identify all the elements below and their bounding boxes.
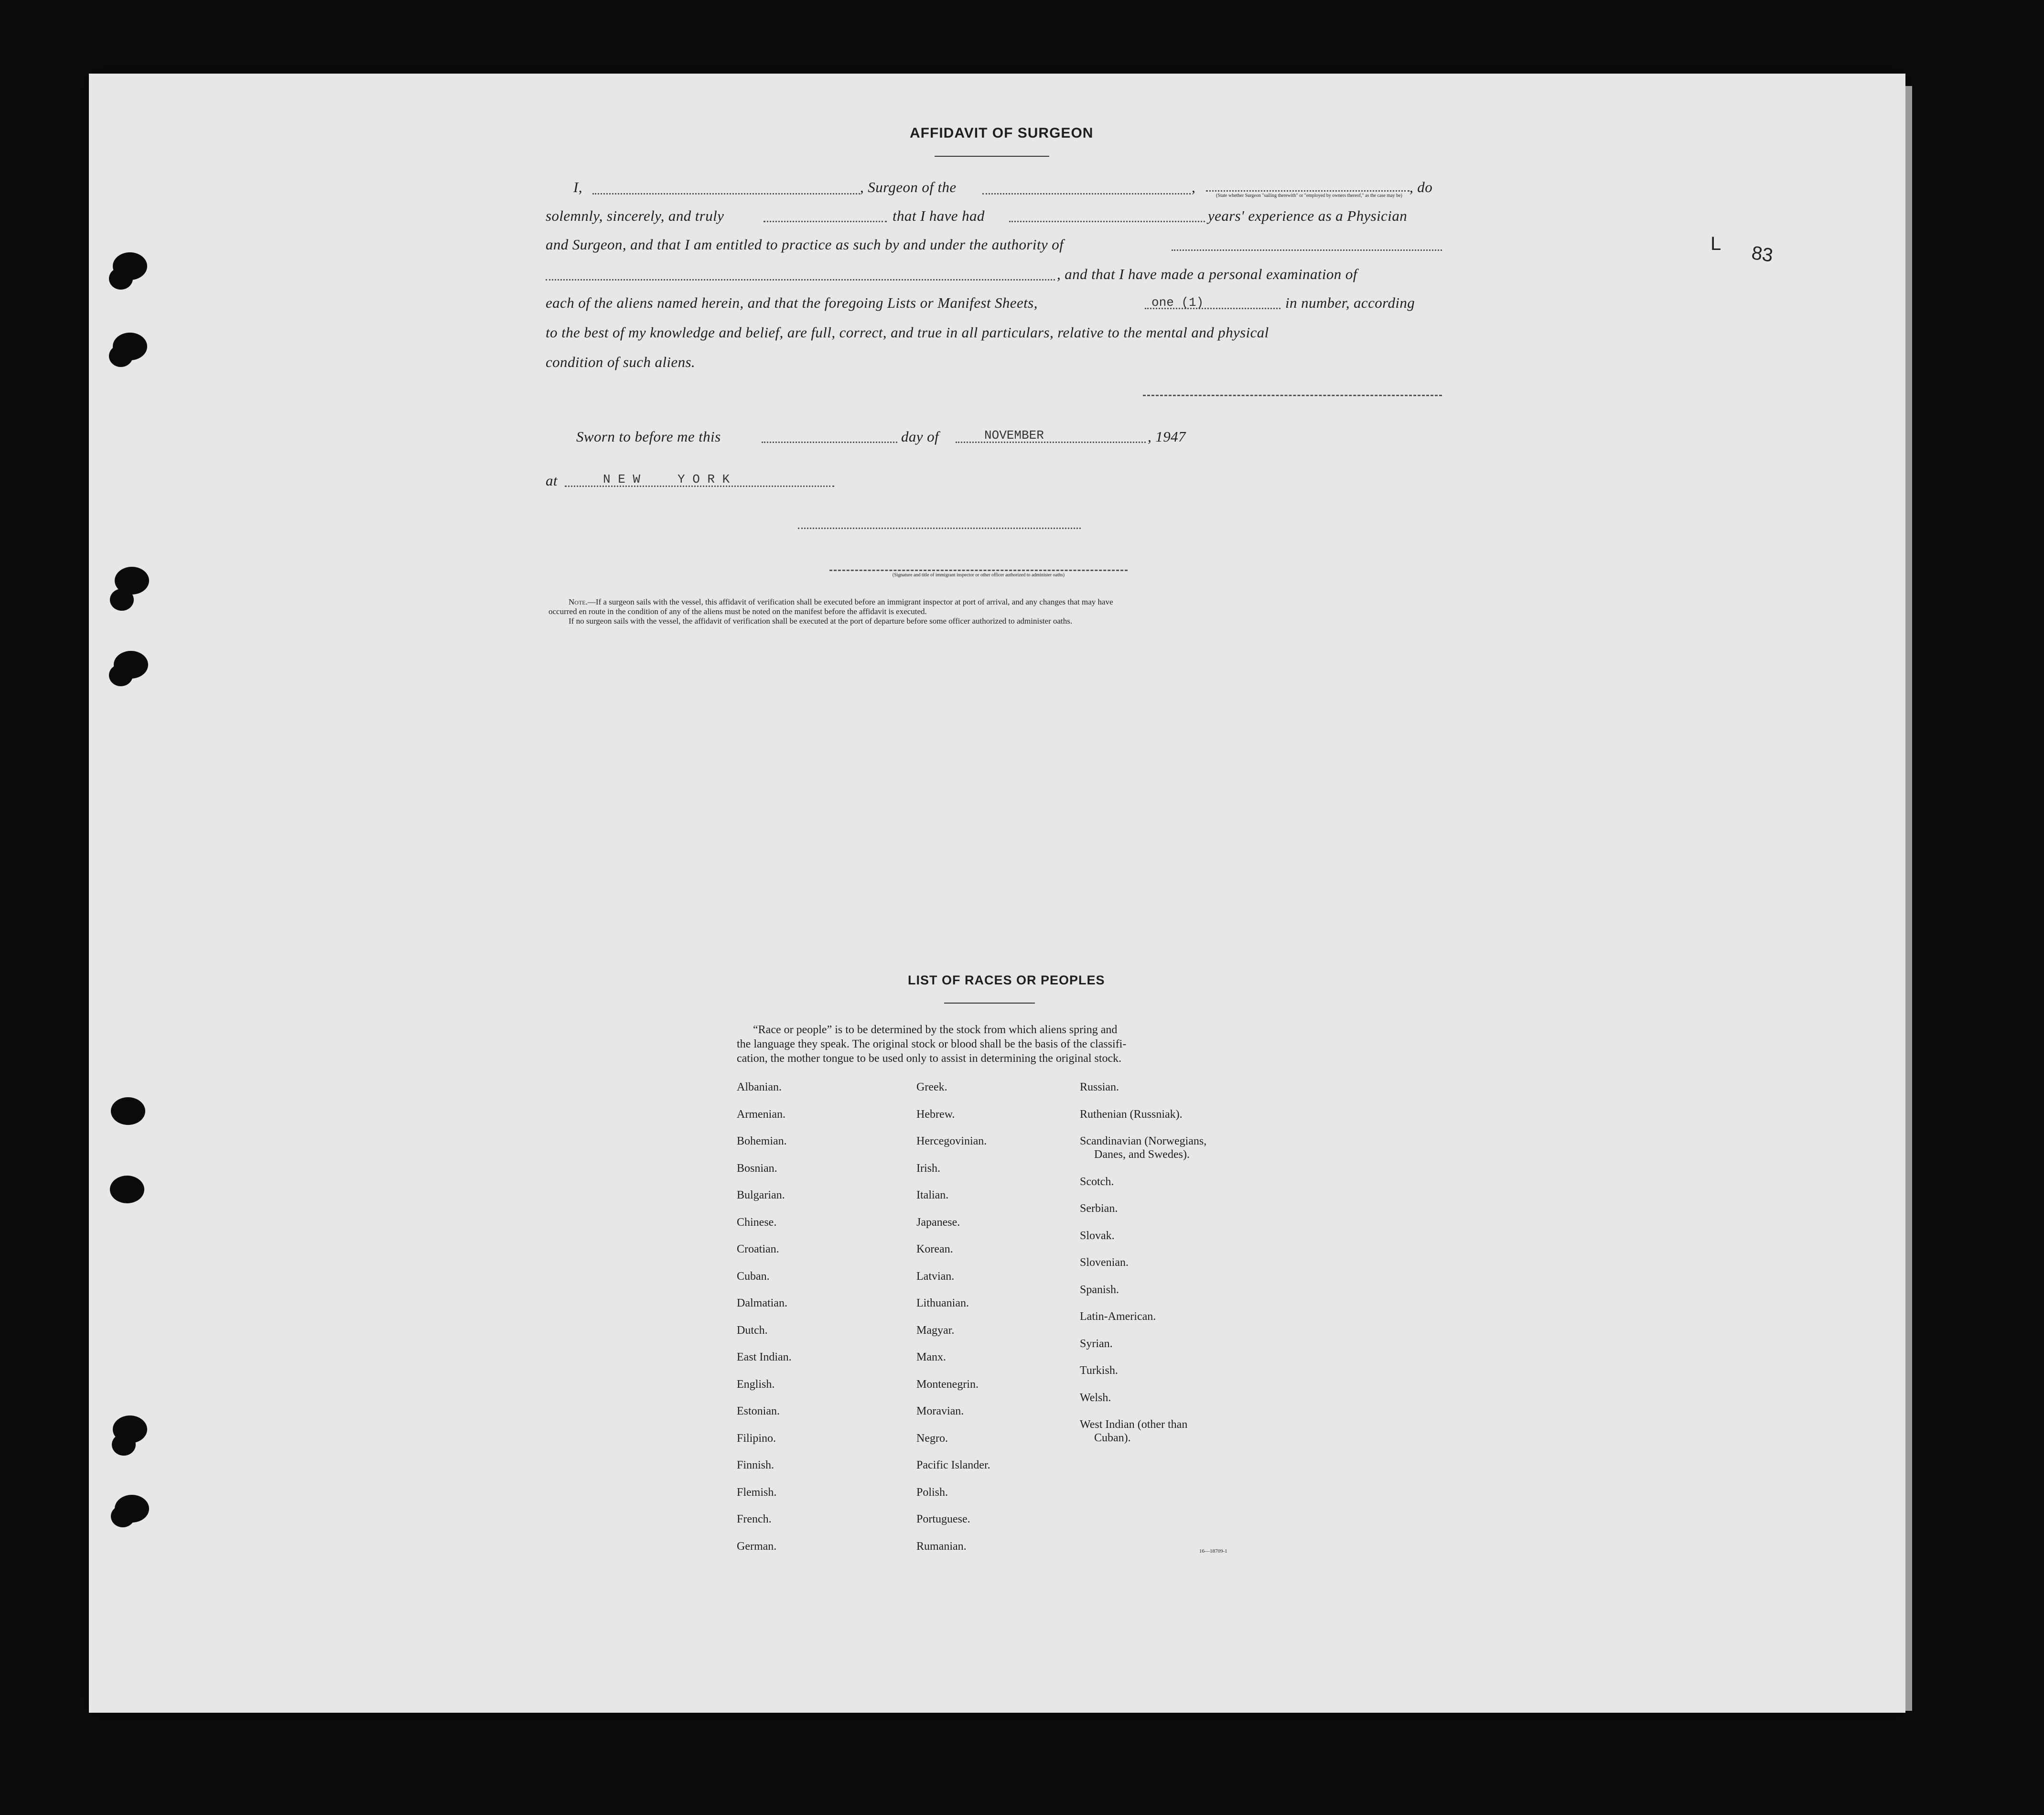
text-i: I, bbox=[573, 179, 582, 195]
race-entry: Latin-American. bbox=[1080, 1310, 1156, 1323]
page-edge bbox=[1905, 86, 1912, 1711]
race-entry: Montenegrin. bbox=[916, 1378, 979, 1391]
race-entry: Cuban. bbox=[737, 1270, 770, 1283]
years-experience-field[interactable] bbox=[1009, 221, 1205, 222]
race-entry: German. bbox=[737, 1540, 777, 1553]
race-entry: East Indian. bbox=[737, 1351, 792, 1363]
race-entry: Finnish. bbox=[737, 1459, 775, 1471]
race-entry: Negro. bbox=[916, 1432, 948, 1445]
race-entry: Ruthenian (Russniak). bbox=[1080, 1108, 1183, 1121]
sworn-month-value: NOVEMBER bbox=[984, 428, 1044, 443]
race-entry: Japanese. bbox=[916, 1216, 960, 1229]
note-line-2: occurred en route in the condition of any of the aliens must be noted on the manifest before the affidavit is executed. bbox=[549, 607, 927, 616]
race-entry: Welsh. bbox=[1080, 1391, 1111, 1404]
race-entry-continued: Cuban). bbox=[1094, 1432, 1131, 1444]
race-entry: Dalmatian. bbox=[737, 1297, 787, 1309]
race-entry: Lithuanian. bbox=[916, 1297, 969, 1309]
race-entry: Serbian. bbox=[1080, 1202, 1118, 1215]
text-do: , do bbox=[1409, 179, 1433, 195]
races-intro-line-2: the language they speak. The original stock or blood shall be the basis of the classifi- bbox=[737, 1038, 1127, 1050]
sheets-count-value: one (1) bbox=[1151, 295, 1204, 310]
authority-field[interactable] bbox=[1172, 249, 1442, 251]
race-entry: Scotch. bbox=[1080, 1175, 1114, 1188]
text-day-of: day of bbox=[901, 428, 939, 445]
races-title: LIST OF RACES OR PEOPLES bbox=[908, 973, 1105, 987]
punch-hole bbox=[109, 345, 133, 367]
text-each-of-aliens: each of the aliens named herein, and that the foregoing Lists or Manifest Sheets, bbox=[546, 294, 1038, 311]
race-entry: Turkish. bbox=[1080, 1364, 1118, 1377]
race-entry: Moravian. bbox=[916, 1405, 964, 1417]
surgeon-status-note: (State whether Surgeon "sailing therewith" or "employed by owners thereof," as the case may be) bbox=[1216, 193, 1402, 198]
race-entry: Bohemian. bbox=[737, 1135, 787, 1147]
officer-title-line[interactable] bbox=[829, 570, 1128, 571]
race-entry: Filipino. bbox=[737, 1432, 776, 1445]
note-line-1 bbox=[569, 597, 1113, 606]
page-number-stamp: 83 bbox=[1750, 242, 1775, 266]
surgeon-status-field[interactable] bbox=[1206, 190, 1409, 192]
race-entry: Bosnian. bbox=[737, 1162, 777, 1175]
note-label: Note. bbox=[569, 597, 588, 606]
punch-hole bbox=[112, 1434, 136, 1456]
document-page bbox=[89, 74, 1905, 1713]
authority-field-continued[interactable] bbox=[546, 279, 1055, 281]
place-value-part2: Y O R K bbox=[678, 472, 730, 486]
race-entry: Slovenian. bbox=[1080, 1256, 1129, 1269]
vessel-field[interactable] bbox=[982, 193, 1191, 194]
race-entry: Syrian. bbox=[1080, 1337, 1113, 1350]
punch-hole bbox=[111, 1505, 135, 1527]
surgeon-name-field[interactable] bbox=[592, 193, 860, 194]
sworn-year: , 1947 bbox=[1148, 428, 1186, 445]
race-entry: Magyar. bbox=[916, 1324, 955, 1337]
title-underline bbox=[935, 156, 1049, 157]
race-entry: Slovak. bbox=[1080, 1229, 1115, 1242]
race-entry: Estonian. bbox=[737, 1405, 780, 1417]
punch-hole bbox=[111, 1097, 145, 1125]
punch-hole bbox=[110, 1176, 144, 1203]
text-years-experience: years' experience as a Physician bbox=[1208, 207, 1408, 224]
race-entry: Spanish. bbox=[1080, 1283, 1119, 1296]
races-intro-line-3: cation, the mother tongue to be used only to assist in determining the original stock. bbox=[737, 1052, 1122, 1065]
text-solemnly: solemnly, sincerely, and truly bbox=[546, 207, 724, 224]
race-entry: Korean. bbox=[916, 1243, 953, 1255]
officer-signature-line[interactable] bbox=[798, 528, 1081, 529]
place-value-part1: N E W bbox=[603, 472, 641, 486]
race-entry: Hebrew. bbox=[916, 1108, 955, 1121]
form-number: 16—18709-1 bbox=[1199, 1548, 1227, 1554]
note-line-3: If no surgeon sails with the vessel, the affidavit of verification shall be executed at the port of departure before some officer authorized to administer oaths. bbox=[569, 616, 1073, 626]
text-personal-examination: , and that I have made a personal examination of bbox=[1057, 266, 1357, 282]
punch-hole bbox=[110, 589, 134, 611]
race-entry: Polish. bbox=[916, 1486, 948, 1499]
race-entry: Rumanian. bbox=[916, 1540, 967, 1553]
race-entry: Armenian. bbox=[737, 1108, 785, 1121]
punch-hole bbox=[109, 268, 133, 290]
text-best-of-knowledge: to the best of my knowledge and belief, are full, correct, and true in all particulars, relative to the mental and physical bbox=[546, 324, 1269, 341]
race-entry: Flemish. bbox=[737, 1486, 777, 1499]
corner-letter-mark: L bbox=[1711, 233, 1721, 254]
surgeon-signature-line[interactable] bbox=[1143, 395, 1442, 396]
text-that-i-have-had: that I have had bbox=[893, 207, 985, 224]
text-and-surgeon: and Surgeon, and that I am entitled to practice as such by and under the authority of bbox=[546, 236, 1064, 253]
race-entry: Italian. bbox=[916, 1189, 949, 1201]
race-entry: Latvian. bbox=[916, 1270, 955, 1283]
note-line-1-text: —If a surgeon sails with the vessel, this affidavit of verification shall be executed before an immigrant inspector at port of arrival, and any changes that may have bbox=[587, 597, 1113, 606]
races-title-underline bbox=[944, 1003, 1035, 1004]
text-in-number: in number, according bbox=[1285, 294, 1415, 311]
race-entry: Albanian. bbox=[737, 1081, 782, 1093]
text-comma: , bbox=[1192, 179, 1196, 195]
race-entry: Hercegovinian. bbox=[916, 1135, 987, 1147]
race-entry: Irish. bbox=[916, 1162, 940, 1175]
race-entry: West Indian (other than bbox=[1080, 1418, 1188, 1431]
race-entry-continued: Danes, and Swedes). bbox=[1094, 1148, 1190, 1161]
race-entry: Manx. bbox=[916, 1351, 946, 1363]
oath-type-field[interactable] bbox=[764, 221, 887, 222]
affidavit-title: AFFIDAVIT OF SURGEON bbox=[910, 125, 1094, 141]
race-entry: Scandinavian (Norwegians, bbox=[1080, 1135, 1207, 1147]
race-entry: Croatian. bbox=[737, 1243, 779, 1255]
race-entry: French. bbox=[737, 1513, 772, 1525]
text-condition: condition of such aliens. bbox=[546, 354, 696, 370]
race-entry: English. bbox=[737, 1378, 775, 1391]
punch-hole bbox=[109, 664, 133, 686]
races-intro-line-1: “Race or people” is to be determined by the stock from which aliens spring and bbox=[753, 1024, 1118, 1036]
race-entry: Bulgarian. bbox=[737, 1189, 785, 1201]
text-sworn: Sworn to before me this bbox=[576, 428, 721, 445]
text-surgeon-of: , Surgeon of the bbox=[860, 179, 957, 195]
race-entry: Greek. bbox=[916, 1081, 947, 1093]
race-entry: Russian. bbox=[1080, 1081, 1119, 1093]
signature-caption: (Signature and title of immigrant inspector or other officer authorized to administer oaths) bbox=[892, 573, 1065, 578]
sworn-day-field[interactable] bbox=[762, 442, 897, 443]
race-entry: Portuguese. bbox=[916, 1513, 970, 1525]
race-entry: Dutch. bbox=[737, 1324, 768, 1337]
race-entry: Chinese. bbox=[737, 1216, 777, 1229]
race-entry: Pacific Islander. bbox=[916, 1459, 990, 1471]
text-at: at bbox=[546, 472, 558, 489]
